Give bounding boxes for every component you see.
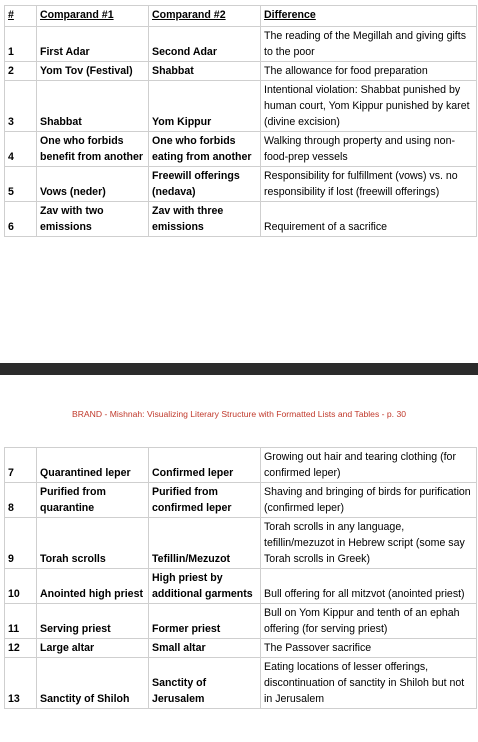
row-number: 11 [5,604,37,639]
difference-cell: The reading of the Megillah and giving gifts to the poor [261,27,477,62]
comparand-2-cell: Zav with three emissions [149,202,261,237]
comparand-1-cell: Yom Tov (Festival) [37,62,149,81]
difference-cell: The allowance for food preparation [261,62,477,81]
comparand-2-cell: Purified from confirmed leper [149,483,261,518]
table-row [5,604,477,639]
difference-cell: The Passover sacrifice [261,639,477,658]
comparand-1-cell: Serving priest [37,604,149,639]
table-row [5,27,477,62]
difference-cell: Requirement of a sacrifice [261,202,477,237]
comparand-2-cell: Shabbat [149,62,261,81]
comparand-1-cell: Large altar [37,639,149,658]
comparand-1-cell: Shabbat [37,81,149,132]
table-row [5,81,477,132]
comparand-2-cell: Confirmed leper [149,448,261,483]
row-number: 5 [5,167,37,202]
row-number: 7 [5,448,37,483]
comparison-table-2 [4,447,477,709]
difference-cell: Bull offering for all mitzvot (anointed priest) [261,569,477,604]
table-row [5,448,477,483]
row-number: 6 [5,202,37,237]
comparand-1-cell: Anointed high priest [37,569,149,604]
comparand-2-cell: One who forbids eating from another [149,132,261,167]
table-row [5,167,477,202]
comparand-1-cell: One who forbids benefit from another [37,132,149,167]
comparand-1-cell: Quarantined leper [37,448,149,483]
table-row [5,62,477,81]
row-number: 13 [5,658,37,709]
comparand-1-cell: First Adar [37,27,149,62]
row-number: 8 [5,483,37,518]
row-number: 4 [5,132,37,167]
row-number: 2 [5,62,37,81]
header-comparand-1: Comparand #1 [37,6,149,27]
difference-cell: Eating locations of lesser offerings, discontinuation of sanctity in Shiloh but not in Jerusalem [261,658,477,709]
comparand-1-cell: Vows (neder) [37,167,149,202]
comparison-table-1 [4,5,477,237]
table-row [5,518,477,569]
comparand-2-cell: Freewill offerings (nedava) [149,167,261,202]
row-number: 9 [5,518,37,569]
difference-cell: Intentional violation: Shabbat punished by human court, Yom Kippur punished by karet (divine excision) [261,81,477,132]
comparand-1-cell: Purified from quarantine [37,483,149,518]
page-divider [0,363,478,375]
page-footer: BRAND - Mishnah: Visualizing Literary Structure with Formatted Lists and Tables - p. 30 [71,409,407,419]
table-row [5,132,477,167]
comparand-2-cell: Sanctity of Jerusalem [149,658,261,709]
comparand-2-cell: Tefillin/Mezuzot [149,518,261,569]
table-row [5,658,477,709]
row-number: 3 [5,81,37,132]
table-row [5,202,477,237]
row-number: 1 [5,27,37,62]
table-header-row [5,6,477,27]
row-number: 10 [5,569,37,604]
difference-cell: Walking through property and using non-food-prep vessels [261,132,477,167]
difference-cell: Bull on Yom Kippur and tenth of an ephah offering (for serving priest) [261,604,477,639]
row-number: 12 [5,639,37,658]
difference-cell: Shaving and bringing of birds for purification (confirmed leper) [261,483,477,518]
header-comparand-2: Comparand #2 [149,6,261,27]
comparand-2-cell: Second Adar [149,27,261,62]
comparand-2-cell: Small altar [149,639,261,658]
difference-cell: Responsibility for fulfillment (vows) vs. no responsibility if lost (freewill offerings) [261,167,477,202]
table-row [5,569,477,604]
comparand-1-cell: Zav with two emissions [37,202,149,237]
comparand-2-cell: Former priest [149,604,261,639]
comparand-2-cell: Yom Kippur [149,81,261,132]
table-row [5,483,477,518]
difference-cell: Torah scrolls in any language, tefillin/mezuzot in Hebrew script (some say Torah scrolls in Greek) [261,518,477,569]
difference-cell: Growing out hair and tearing clothing (for confirmed leper) [261,448,477,483]
header-number: # [5,6,37,27]
comparand-1-cell: Sanctity of Shiloh [37,658,149,709]
header-difference: Difference [261,6,477,27]
comparand-1-cell: Torah scrolls [37,518,149,569]
comparand-2-cell: High priest by additional garments [149,569,261,604]
table-row [5,639,477,658]
